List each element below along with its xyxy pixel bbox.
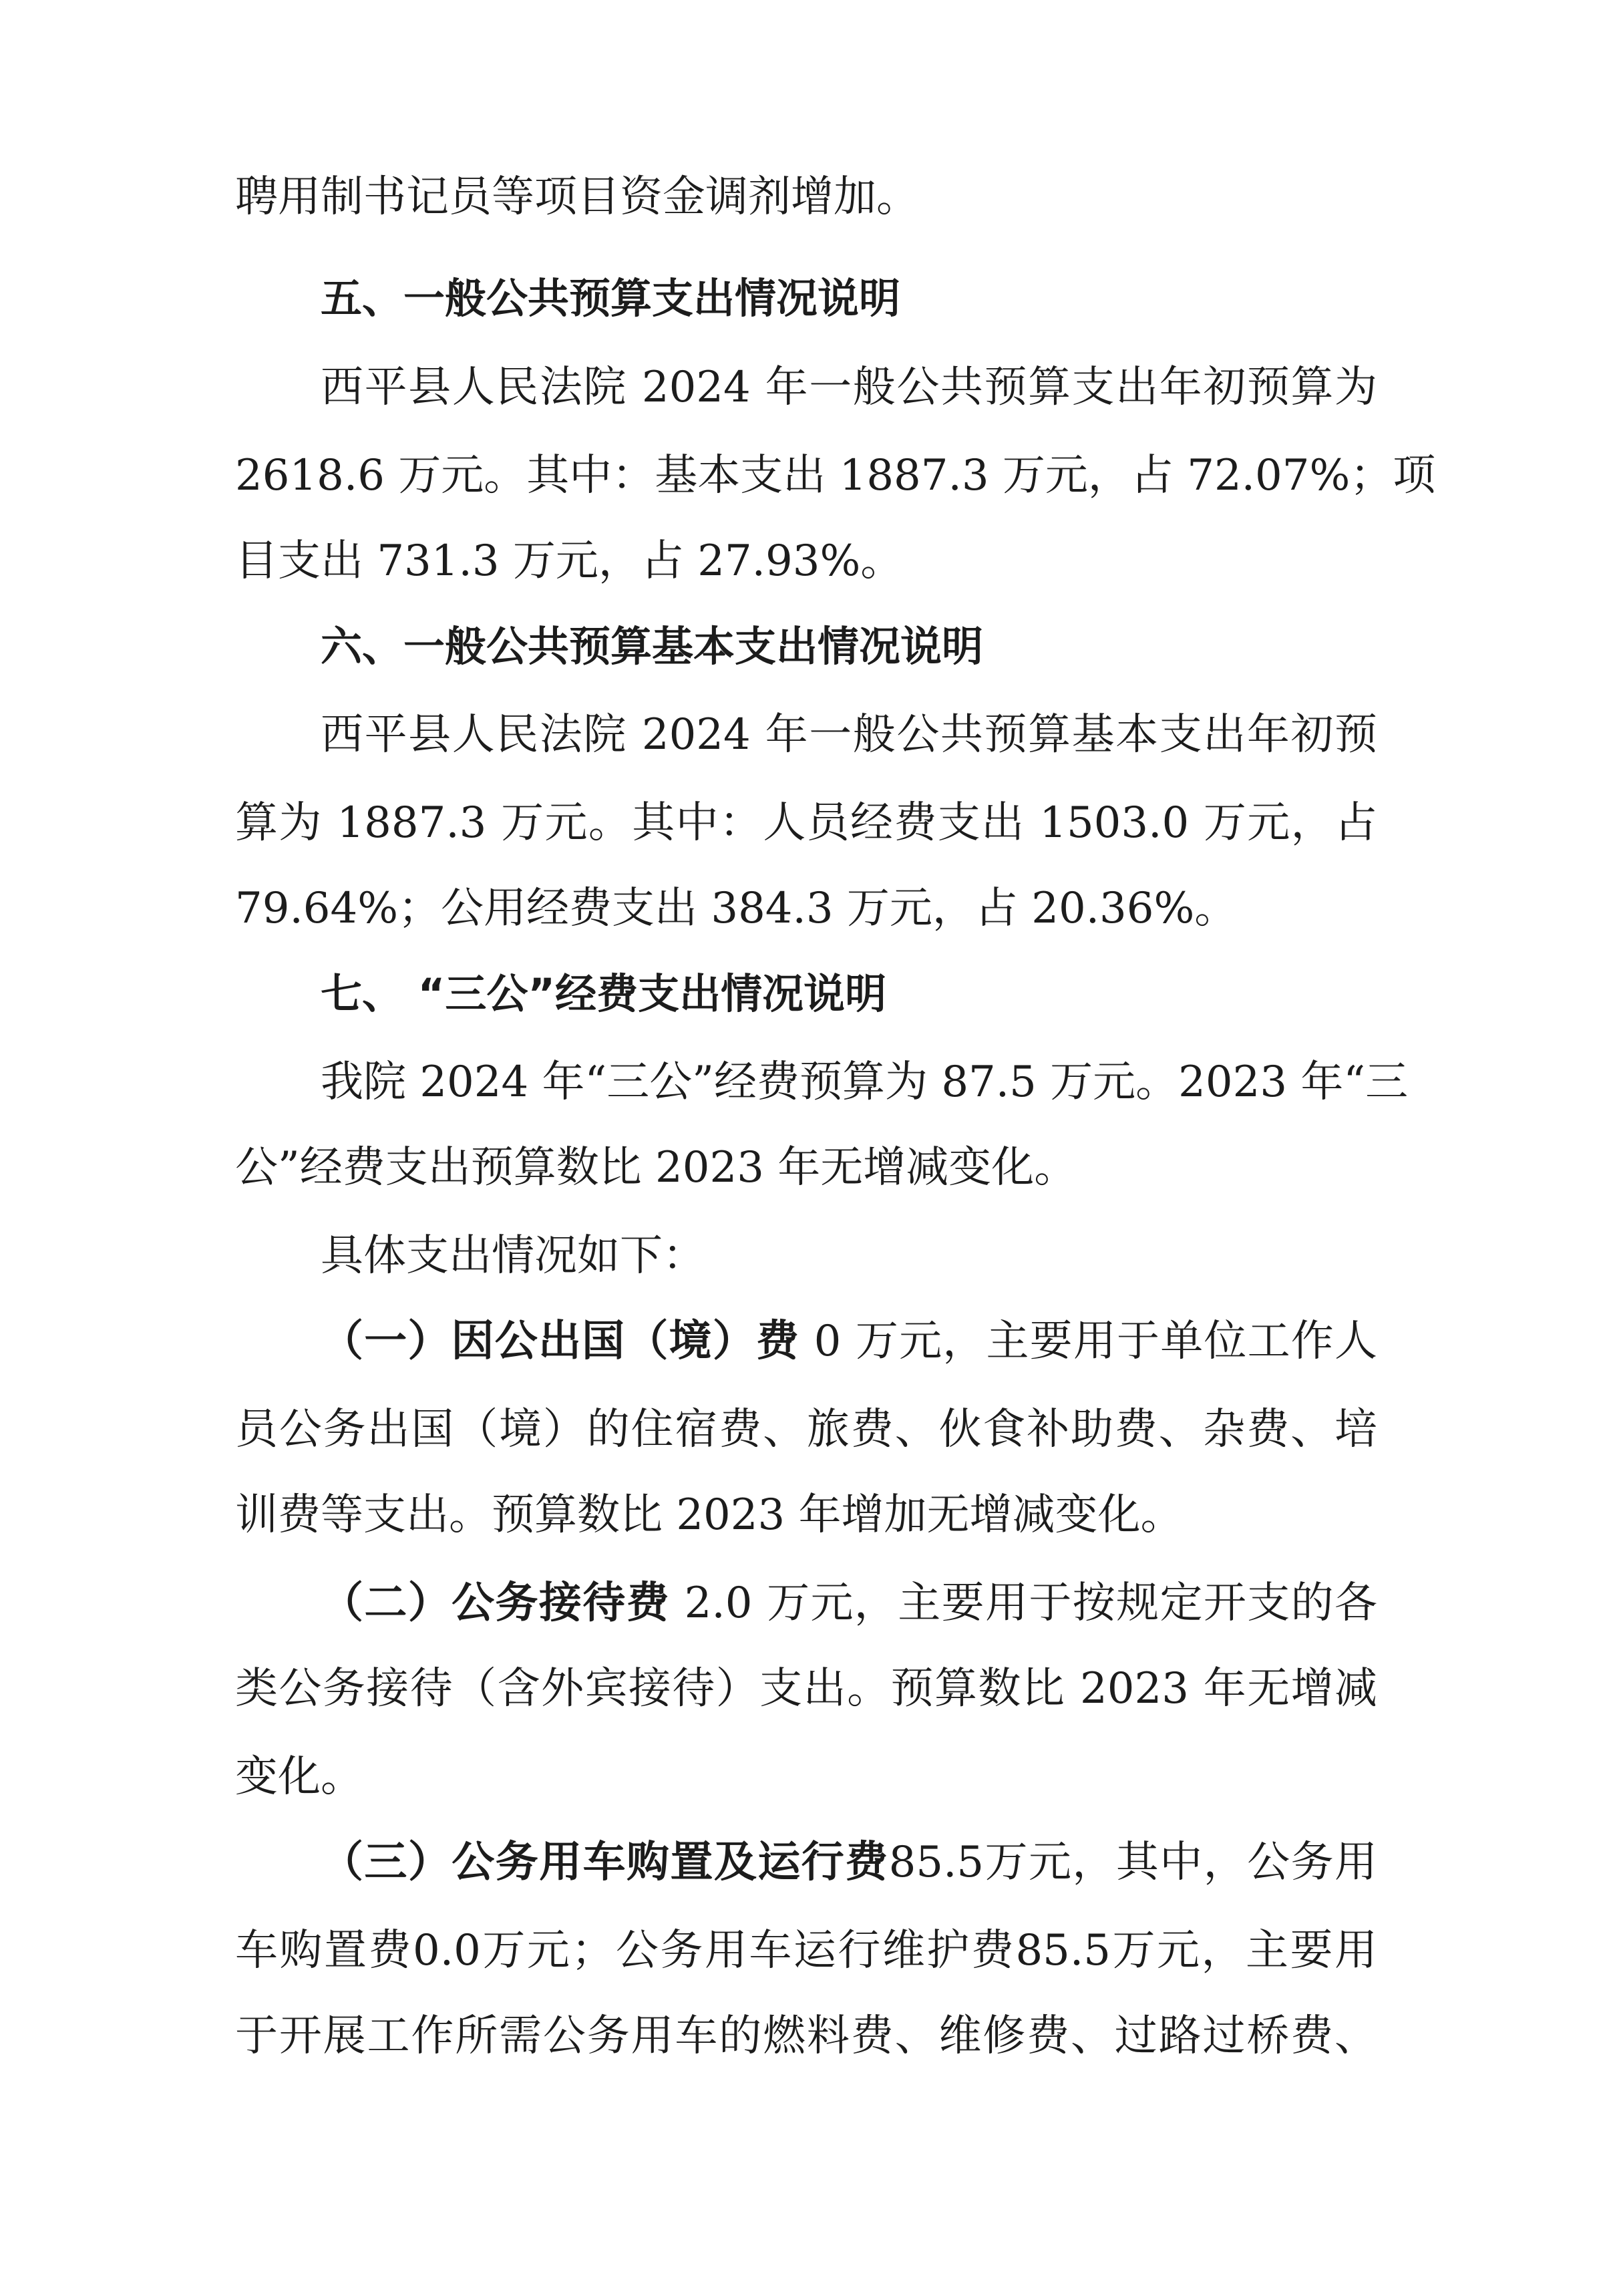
paragraph-line: 聘用制书记员等项目资金调剂增加。 [235,172,919,222]
section-heading-6: 六、一般公共预算基本支出情况说明 [321,622,984,671]
subsection-title: （二）公务接待费 [321,1579,670,1628]
subsection-line-3 [321,1836,1377,1889]
subsection-line-1 [321,1315,1377,1368]
paragraph-line: 79.64%；公用经费支出 384.3 万元，占 20.36%。 [235,884,1238,933]
paragraph-line: 西平县人民法院 2024 年一般公共预算支出年初预算为 [321,363,1377,412]
paragraph-line: 类公务接待（含外宾接待）支出。预算数比 2023 年无增减 [235,1664,1377,1713]
paragraph-line: 算为 1887.3 万元。其中：人员经费支出 1503.0 万元，占 [235,798,1377,848]
subsection-title: （一）因公出国（境）费 [321,1317,800,1366]
paragraph-line: 车购置费0.0万元；公务用车运行维护费85.5万元，主要用 [235,1926,1377,1975]
subsection-text: 2.0 万元，主要用于按规定开支的各 [669,1579,1377,1628]
section-heading-7: 七、 “三公”经费支出情况说明 [321,969,887,1018]
subsection-text: 85.5万元，其中，公务用 [888,1838,1378,1887]
subsection-line-2 [321,1577,1377,1630]
paragraph-line: 训费等支出。预算数比 2023 年增加无增减变化。 [235,1490,1184,1540]
paragraph-line: 目支出 731.3 万元，占 27.93%。 [235,536,904,586]
paragraph-line: 具体支出情况如下： [321,1231,705,1281]
paragraph-line: 西平县人民法院 2024 年一般公共预算基本支出年初预 [321,710,1377,760]
subsection-title: （三）公务用车购置及运行费 [321,1838,889,1887]
paragraph-line: 员公务出国（境）的住宿费、旅费、伙食补助费、杂费、培 [235,1405,1377,1454]
paragraph-line: 公”经费支出预算数比 2023 年无增减变化。 [235,1143,1077,1192]
paragraph-line: 于开展工作所需公务用车的燃料费、维修费、过路过桥费、 [235,2011,1377,2061]
paragraph-line: 2618.6 万元。其中：基本支出 1887.3 万元，占 72.07%；项 [235,451,1436,500]
section-heading-5: 五、一般公共预算支出情况说明 [321,274,901,323]
subsection-text: 0 万元，主要用于单位工作人 [799,1317,1378,1366]
paragraph-line: 我院 2024 年“三公”经费预算为 87.5 万元。2023 年“三 [321,1057,1409,1107]
paragraph-line: 变化。 [235,1752,363,1802]
